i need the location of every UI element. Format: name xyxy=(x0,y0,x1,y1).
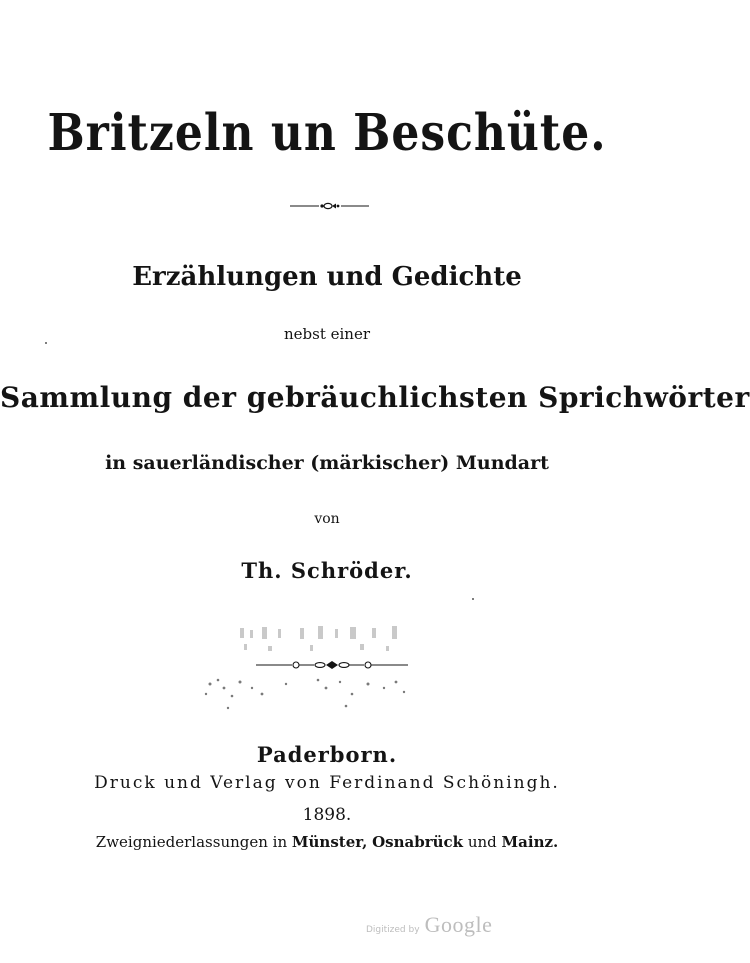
google-logo-text: Google xyxy=(424,912,493,937)
by-text: von xyxy=(314,511,340,527)
branches-and: und xyxy=(467,833,497,851)
title-ornament xyxy=(0,198,654,212)
branch-city-mainz: Mainz. xyxy=(501,833,559,851)
publisher-line: Druck und Verlag von Ferdinand Schöningh. xyxy=(94,773,560,793)
branch-city-osnabrueck: Osnabrück xyxy=(372,833,464,851)
subtitle-proverbs: Sammlung der gebräuchlichsten Sprichwörter xyxy=(0,381,750,414)
paper-speck xyxy=(45,342,47,344)
publication-place: Paderborn. xyxy=(256,742,398,767)
author-name: Th. Schröder. xyxy=(241,558,413,583)
subtitle-stories-poems: Erzählungen und Gedichte xyxy=(132,262,522,292)
connector-text: nebst einer xyxy=(283,325,370,343)
branches-prefix: Zweigniederlassungen in xyxy=(95,833,288,851)
digitized-by-label: Digitized by xyxy=(366,925,420,935)
subtitle-dialect: in sauerländischer (märkischer) Mundart xyxy=(105,452,549,474)
google-watermark xyxy=(366,912,492,938)
book-title: Britzeln un Beschüte. xyxy=(47,104,607,163)
publication-year: 1898. xyxy=(302,805,352,825)
paper-speck xyxy=(472,598,474,600)
branch-offices xyxy=(0,833,654,851)
branch-city-muenster: Münster, xyxy=(291,833,368,851)
publisher-ornament xyxy=(0,657,654,671)
